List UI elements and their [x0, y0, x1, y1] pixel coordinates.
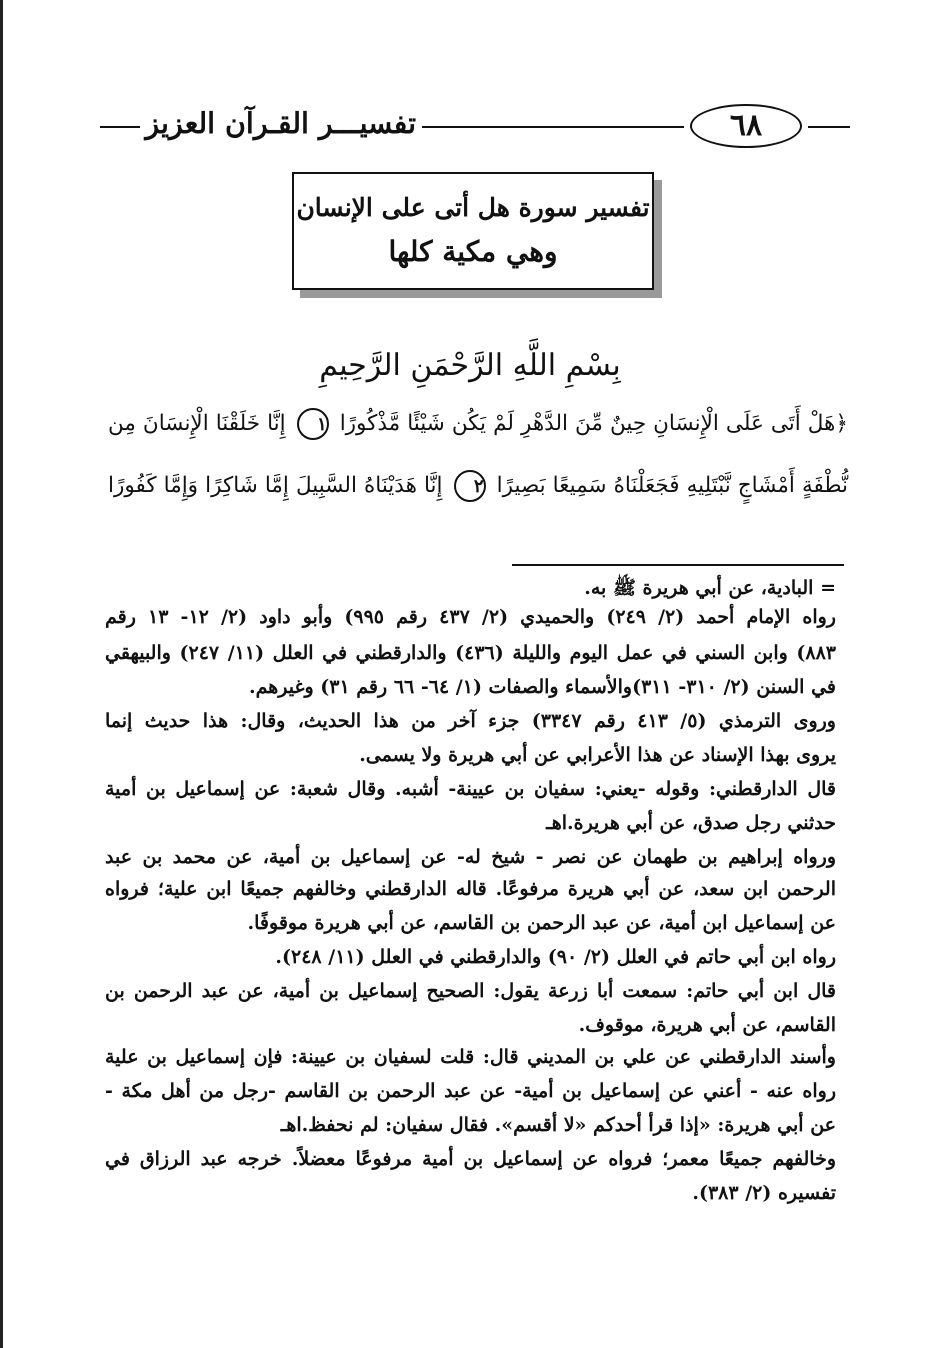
footnote-line: وأسند الدارقطني عن علي بن المديني قال: قلت لسفيان بن عيينة: فإن إسماعيل بن علية: [105, 1046, 836, 1068]
footnote-line: وروى الترمذي (٥/ ٤١٣ رقم ٣٣٤٧) جزء آخر من هذا الحديث، وقال: هذا حديث إنما: [105, 710, 836, 732]
footnote-line: حدثني رجل صدق، عن أبي هريرة.اهـ: [546, 812, 836, 834]
footnote-line: تفسيره (٢/ ٣٨٣).: [692, 1182, 836, 1204]
footnote-line: قال الدارقطني: وقوله -يعني: سفيان بن عيينة- أشبه. وقال شعبة: عن إسماعيل بن أمية: [105, 778, 836, 800]
verse-text: نُّطْفَةٍ أَمْشَاجٍ نَّبْتَلِيهِ فَجَعَلْنَاهُ سَمِيعًا بَصِيرًا: [496, 473, 848, 498]
footnote-line: رواه الإمام أحمد (٢/ ٢٤٩) والحميدي (٢/ ٤٣٧ رقم ٩٩٥) وأبو داود (٢/ ١٢- ١٣ رقم: [105, 606, 836, 628]
header-rule: [100, 126, 140, 128]
verse-text: إِنَّا خَلَقْنَا الْإِنسَانَ مِن: [108, 411, 286, 436]
footnote-line: ٨٨٣) وابن السني في عمل اليوم والليلة (٤٣٦) والدارقطني في العلل (١١/ ٢٤٧) والبيهقي: [105, 642, 836, 664]
verse-line: [108, 470, 848, 502]
footnote-line: ورواه إبراهيم بن طهمان عن نصر - شيخ له- عن إسماعيل بن أمية، عن محمد بن عبد: [105, 846, 836, 868]
surah-title-box: [292, 172, 654, 290]
header-rule: [808, 126, 850, 128]
footnote-line: عن إسماعيل ابن أمية، عن عبد الرحمن بن القاسم، عن أبي هريرة موقوفًا.: [247, 912, 836, 934]
page-number: ٦٨: [690, 104, 802, 148]
running-header: [100, 98, 850, 158]
book-title: تفسيـــر القـرآن العزيز: [145, 106, 416, 140]
verse-text: ﴿هَلْ أَتَى عَلَى الْإِنسَانِ حِينٌ مِّنَ الدَّهْرِ لَمْ يَكُن شَيْئًا مَّذْكُورًا: [339, 411, 848, 436]
footnote-line: الرحمن ابن سعد، عن أبي هريرة مرفوعًا. قاله الدارقطني وخالفهم جميعًا ابن علية؛ فرواه: [105, 878, 836, 900]
footnote-line: وخالفهم جميعًا معمر؛ فرواه عن إسماعيل بن أمية مرفوعًا معضلاً. خرجه عبد الرزاق في: [105, 1148, 836, 1170]
ayah-number-marker: ١: [297, 408, 329, 440]
footnote-line: رواه عنه - أعني عن إسماعيل بن أمية- عن عبد الرحمن بن القاسم -رجل من أهل مكة -: [105, 1080, 836, 1102]
footnote-line: القاسم، عن أبي هريرة، موقوف.: [578, 1014, 836, 1036]
surah-subtitle: وهي مكية كلها: [388, 235, 558, 268]
verse-line: [108, 408, 848, 440]
scan-edge: [0, 0, 3, 1348]
surah-title: تفسير سورة هل أتى على الإنسان: [296, 193, 650, 222]
footnote-separator: [512, 564, 844, 566]
footnote-line: = البادية، عن أبي هريرة ﷺ به.: [584, 577, 836, 599]
footnote-line: عن أبي هريرة: «إذا قرأ أحدكم «لا أقسم». فقال سفيان: لم نحفظ.اهـ: [280, 1114, 836, 1136]
footnote-line: قال ابن أبي حاتم: سمعت أبا زرعة يقول: الصحيح إسماعيل بن أمية، عن عبد الرحمن بن: [105, 980, 836, 1002]
verse-text: إِنَّا هَدَيْنَاهُ السَّبِيلَ إِمَّا شَاكِرًا وَإِمَّا كَفُورًا: [108, 473, 443, 498]
footnote-line: في السنن (٢/ ٣١٠- ٣١١)والأسماء والصفات (١/ ٦٤- ٦٦ رقم ٣١) وغيرهم.: [249, 676, 836, 698]
basmala: بِسْمِ اللَّهِ الرَّحْمَنِ الرَّحِيمِ: [319, 348, 621, 383]
footnote-line: رواه ابن أبي حاتم في العلل (٢/ ٩٠) والدارقطني في العلل (١١/ ٢٤٨).: [275, 946, 836, 968]
footnote-line: يروى بهذا الإسناد عن هذا الأعرابي عن أبي هريرة ولا يسمى.: [359, 744, 836, 766]
header-rule: [422, 126, 684, 128]
ayah-number-marker: ٢: [454, 470, 486, 502]
